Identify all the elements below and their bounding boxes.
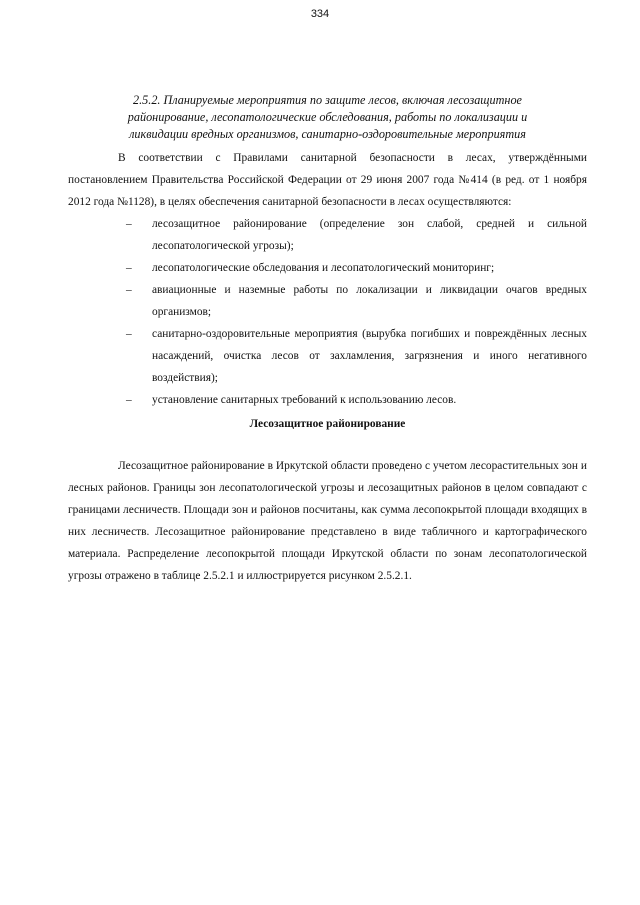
page-number: 334	[310, 8, 330, 20]
intro-paragraph: В соответствии с Правилами санитарной безопасности в лесах, утверждёнными постановлением Правительства Российской Федерации от 29 июня 2007 года №414 (в ред. от 1 ноября 2012 года №1128), в целях обеспечения санитарной безопасности в лесах осуществляются:	[68, 152, 587, 208]
document-body	[68, 92, 587, 587]
list-item-text: установление санитарных требований к использованию лесов.	[152, 394, 457, 406]
list-item	[126, 323, 587, 389]
section-title-line: 2.5.2. Планируемые мероприятия по защите лесов, включая лесозащитное	[133, 93, 522, 107]
bullet-dash: –	[126, 262, 132, 274]
list-item	[126, 213, 587, 257]
measures-list	[68, 213, 587, 411]
bullet-dash: –	[126, 328, 132, 340]
subheading: Лесозащитное районирование	[249, 418, 406, 430]
list-item-text: лесопатологические обследования и лесопатологический мониторинг;	[152, 262, 495, 274]
section-title	[68, 92, 587, 143]
bullet-dash: –	[126, 218, 132, 230]
section-title-line: районирование, лесопатологические обследования, работы по локализации и	[127, 110, 528, 124]
list-item-text: авиационные и наземные работы по локализации и ликвидации очагов вредных организмов;	[152, 284, 587, 318]
list-item	[126, 389, 587, 411]
list-item-text: лесозащитное районирование (определение зон слабой, средней и сильной лесопатологической угрозы);	[152, 218, 587, 252]
body-paragraph: Лесозащитное районирование в Иркутской области проведено с учетом лесорастительных зон и лесных районов. Границы зон лесопатологической угрозы и лесозащитных районов в целом совпадают с границами лесничеств. Площади зон и районов посчитаны, как сумма лесопокрытой площади входящих в них лесничеств. Лесозащитное районирование представлено в виде табличного и картографического материала. Распределение лесопокрытой площади Иркутской области по зонам лесопатологической угрозы отражено в таблице 2.5.2.1 и иллюстрируется рисунком 2.5.2.1.	[68, 460, 587, 582]
list-item	[126, 257, 587, 279]
list-item-text: санитарно-оздоровительные мероприятия (вырубка погибших и повреждённых лесных насаждений, очистка лесов от захламления, загрязнения и иного негативного воздействия);	[152, 328, 587, 384]
section-title-line: ликвидации вредных организмов, санитарно-оздоровительные мероприятия	[129, 127, 526, 141]
list-item	[126, 279, 587, 323]
bullet-dash: –	[126, 284, 132, 296]
bullet-dash: –	[126, 394, 132, 406]
